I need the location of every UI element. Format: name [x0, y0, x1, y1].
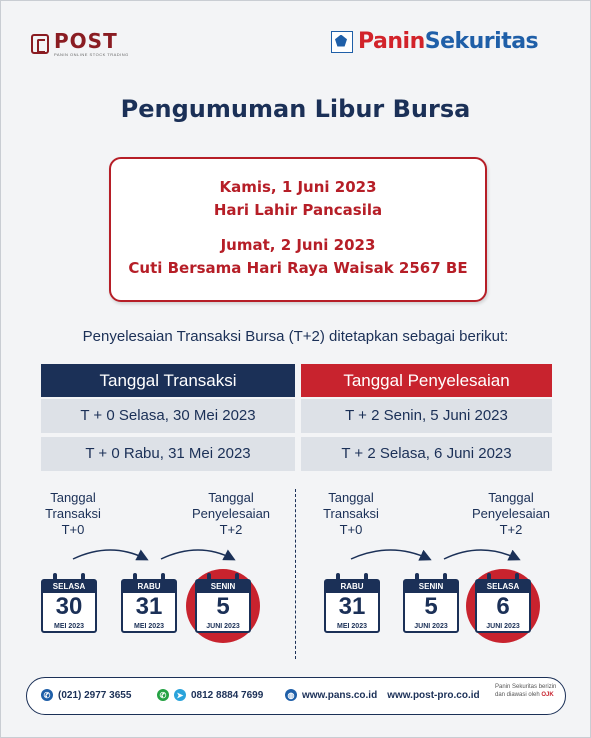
calendar-icon: RABU 31 MEI 2023: [324, 579, 380, 633]
footer-website-pans[interactable]: www.pans.co.id: [302, 689, 378, 701]
timeline-label-settlement: Tanggal Penyelesaian T+2: [191, 490, 271, 537]
footer-website-postpro[interactable]: www.post-pro.co.id: [387, 689, 480, 701]
holiday-1-date: Kamis, 1 Juni 2023: [219, 178, 377, 196]
post-logo: [31, 31, 129, 57]
table-cell-settlement: T + 2 Selasa, 6 Juni 2023: [301, 437, 552, 471]
post-tagline: PANIN ONLINE STOCK TRADING: [54, 52, 129, 57]
calendar-icon: SELASA 6 JUNI 2023: [475, 579, 531, 633]
footer-whatsapp[interactable]: 0812 8884 7699: [191, 689, 264, 701]
calendar-icon: RABU 31 MEI 2023: [121, 579, 177, 633]
holiday-announcement-box: [109, 157, 487, 302]
whatsapp-icon: ✆: [157, 689, 169, 701]
table-cell-settlement: T + 2 Senin, 5 Juni 2023: [301, 399, 552, 433]
page-title: Pengumuman Libur Bursa: [120, 95, 471, 123]
panin-sekuritas-logo: [331, 29, 538, 54]
settlement-intro-text: Penyelesaian Transaksi Bursa (T+2) ditetapkan sebagai berikut:: [82, 328, 509, 345]
post-logo-icon: [31, 34, 49, 54]
timeline-label-settlement: Tanggal Penyelesaian T+2: [471, 490, 551, 537]
contact-footer: [26, 677, 566, 715]
calendar-icon: SENIN 5 JUNI 2023: [195, 579, 251, 633]
timeline-divider: [295, 489, 296, 659]
holiday-2-event: Cuti Bersama Hari Raya Waisak 2567 BE: [128, 259, 468, 277]
holiday-1-event: Hari Lahir Pancasila: [213, 201, 383, 219]
timeline-label-transaction: Tanggal Transaksi T+0: [323, 490, 379, 537]
calendar-icon: SENIN 5 JUNI 2023: [403, 579, 459, 633]
footer-phone[interactable]: (021) 2977 3655: [58, 689, 132, 701]
table-cell-transaction: T + 0 Selasa, 30 Mei 2023: [41, 399, 295, 433]
phone-icon: ✆: [41, 689, 53, 701]
panin-logo-text-part1: Panin: [358, 29, 425, 54]
header-tanggal-transaksi: Tanggal Transaksi: [41, 364, 295, 397]
calendar-icon: SELASA 30 MEI 2023: [41, 579, 97, 633]
header-tanggal-penyelesaian: Tanggal Penyelesaian: [301, 364, 552, 397]
ojk-regulation-note: Panin Sekuritas berizin dan diawasi oleh OJK: [495, 684, 557, 698]
timeline-label-transaction: Tanggal Transaksi T+0: [45, 490, 101, 537]
panin-logo-text-part2: Sekuritas: [424, 29, 539, 54]
holiday-2-date: Jumat, 2 Juni 2023: [220, 236, 376, 254]
globe-icon: ◍: [285, 689, 297, 701]
post-logo-text: POST: [54, 29, 118, 53]
telegram-icon: ➤: [174, 689, 186, 701]
ojk-logo: OJK: [541, 692, 554, 698]
panin-logo-icon: [331, 31, 353, 53]
table-cell-transaction: T + 0 Rabu, 31 Mei 2023: [41, 437, 295, 471]
